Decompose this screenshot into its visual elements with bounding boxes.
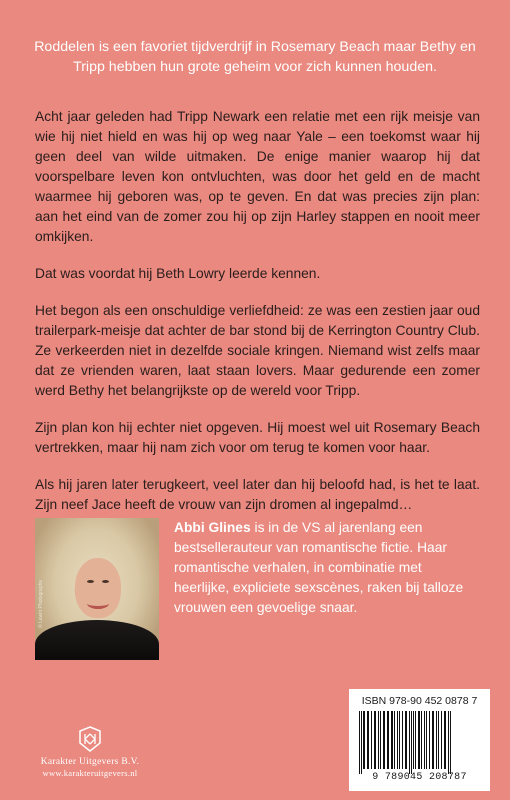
barcode-bar — [413, 711, 414, 769]
barcode-bar — [380, 711, 381, 769]
barcode-bar — [418, 711, 420, 769]
barcode-bar — [394, 711, 395, 769]
barcode-bar — [397, 711, 398, 769]
barcode-bar — [383, 711, 385, 769]
barcode-bar — [444, 711, 446, 769]
publisher-block — [25, 726, 155, 779]
author-photo — [35, 518, 159, 660]
photo-credit: © Lewin Photographs — [38, 580, 44, 628]
barcode-bar — [421, 711, 422, 769]
barcode-bar — [438, 711, 439, 769]
blurb-paragraph-4: Zijn plan kon hij echter niet opgeven. Hij moest wel uit Rosemary Beach vertrekken, maar hij nam zich voor om terug te komen voor haar. — [35, 420, 480, 455]
barcode-bar — [367, 711, 369, 769]
barcode-bar — [374, 711, 376, 769]
barcode-bar — [405, 711, 407, 769]
barcode-bar — [426, 711, 427, 769]
author-bio — [174, 518, 479, 618]
barcode-bar — [363, 711, 365, 769]
publisher-logo-icon — [79, 726, 101, 752]
author-eye-left — [87, 580, 94, 583]
author-eye-right — [102, 580, 109, 583]
barcode-guard-bar — [411, 711, 412, 774]
barcode-bar — [432, 711, 434, 769]
barcode-guard-bar — [361, 711, 362, 774]
publisher-url: www.karakteruitgevers.nl — [42, 768, 138, 778]
intro-text: Roddelen is een favoriet tijdverdrijf in Rosemary Beach maar Bethy en Tripp hebben hun grote geheim voor zich kunnen houden. — [34, 39, 476, 75]
barcode-bar — [391, 711, 393, 769]
barcode-bar — [424, 711, 425, 769]
barcode-bar — [378, 711, 379, 769]
barcode-bar — [415, 711, 416, 769]
barcode-bar — [387, 711, 389, 769]
barcode-guard-bar — [448, 711, 449, 774]
isbn-label: ISBN 978-90 452 0878 7 — [361, 695, 478, 707]
barcode-bar — [436, 711, 437, 769]
blurb-paragraph-1: Acht jaar geleden had Tripp Newark een relatie met een rijk meisje van wie hij niet hield en was hij op weg naar Yale – een toekomst waar hij geen deel van wilde uitmaken. De enige manier waarop hij dat voorspelbare leven kon ontvluchten, was door het geld en de macht waarmee hij geboren was, op te geven. En dat was precies zijn plan: aan het eind van de zomer zou hij op zijn Harley stappen en nooit meer omkijken. — [35, 109, 480, 244]
barcode-bar — [399, 711, 400, 769]
barcode-bar — [429, 711, 430, 769]
barcode-bar — [441, 711, 442, 769]
blurb-paragraph-2: Dat was voordat hij Beth Lowry leerde kennen. — [35, 266, 321, 281]
blurb-paragraph-3: Het begon als een onschuldige verliefdheid: ze was een zestien jaar oud trailerpark-meisje dat achter de bar stond bij de Kerrington Country Club. Ze verkeerden niet in dezelfde sociale kringen. Niemand wist zelfs maar dat ze vrienden waren, laat staan lovers. Maar gedurende een zomer werd Bethy het belangrijkste op de wereld voor Tripp. — [35, 303, 480, 398]
author-face — [75, 558, 121, 618]
author-bio-text: is in de VS al jarenlang een bestsellerauteur van romantische fictie. Haar romantische verhalen, in combinatie met heerlijke, expliciete sexscènes, raken bij talloze vrouwen een gevoelige snaar. — [174, 520, 464, 615]
barcode-bar — [371, 711, 372, 769]
barcode-guard-bar — [409, 711, 410, 774]
barcode-digits: 9 789045 208787 — [372, 772, 467, 783]
blurb — [35, 107, 480, 515]
barcode-bar — [402, 711, 403, 769]
publisher-name: Karakter Uitgevers B.V. — [40, 757, 140, 767]
author-name: Abbi Glines — [174, 520, 251, 535]
barcode-guard-bar — [450, 711, 451, 774]
author-smile — [87, 598, 109, 609]
barcode-panel — [349, 689, 490, 791]
author-shoulders — [35, 620, 159, 660]
blurb-paragraph-5: Als hij jaren later terugkeert, veel later dan hij beloofd had, is het te laat. Zijn neef Jace heeft de vrouw van zijn dromen al ingepalmd… — [35, 477, 480, 512]
barcode-guard-bar — [359, 711, 360, 774]
